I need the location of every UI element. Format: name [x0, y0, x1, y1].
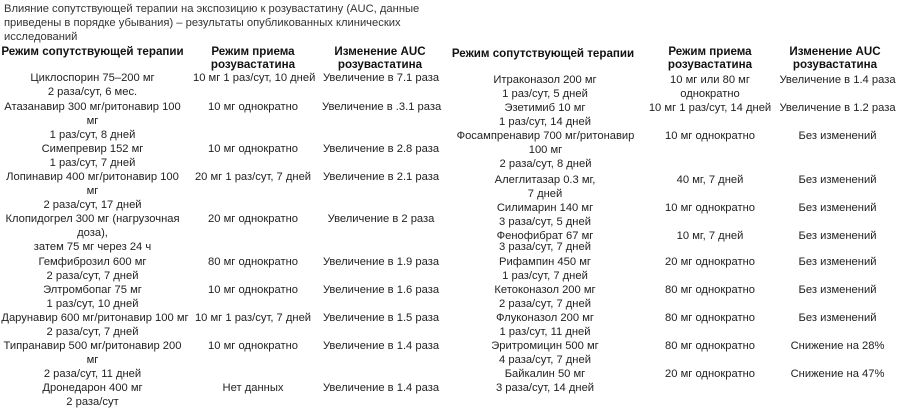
- right-cell-therapy: Алеглитазар 0.3 мг,: [494, 174, 596, 186]
- left-cell-therapy: Циклоспорин 75–200 мг: [30, 72, 155, 84]
- left-cell-auc: Увеличение в 1.9 раза: [322, 256, 440, 268]
- left-cell-auc: Увеличение в 1.6 раза: [322, 284, 440, 296]
- right-cell-therapy: Фенофибрат 67 мг: [496, 230, 594, 242]
- right-cell-therapy: Силимарин 140 мг: [496, 202, 594, 214]
- left-cell-dose: 10 мг однократно: [208, 284, 298, 296]
- right-cell-therapy: 100 мг: [528, 144, 563, 156]
- right-cell-auc: Без изменений: [798, 130, 877, 142]
- left-cell-therapy: 2 раза/сут, 7 дней: [46, 326, 139, 338]
- right-cell-therapy: Кетоконазол 200 мг: [494, 284, 596, 296]
- right-cell-auc: Без изменений: [798, 256, 877, 268]
- left-cell-therapy: 2 раза/сут, 17 дней: [43, 199, 142, 211]
- left-cell-therapy: Гемфиброзил 600 мг: [38, 256, 147, 268]
- left-cell-therapy: мг: [86, 115, 99, 127]
- right-cell-therapy: 1 раз/сут, 11 дней: [499, 326, 591, 338]
- left-cell-therapy: Лопинавир 400 мг/ритонавир 100: [6, 171, 179, 183]
- right-cell-therapy: Эритромицин 500 мг: [491, 340, 599, 352]
- left-cell-therapy: 1 раз/сут, 10 дней: [46, 298, 139, 310]
- left-cell-auc: Увеличение в .3.1 раза: [322, 101, 442, 113]
- left-cell-therapy: 2 раза/сут: [66, 396, 119, 408]
- left-header-auc: Изменение AUC розувастатина: [334, 45, 426, 71]
- right-cell-auc: Без изменений: [798, 312, 877, 324]
- left-cell-therapy: 2 раза/сут, 7 дней: [46, 270, 139, 282]
- left-cell-therapy: доза),: [77, 227, 108, 239]
- left-cell-dose: 10 мг однократно: [208, 340, 298, 352]
- left-cell-therapy: мг: [86, 354, 99, 366]
- right-cell-auc: Без изменений: [798, 230, 877, 242]
- left-cell-therapy: Атазанавир 300 мг/ритонавир 100: [4, 101, 181, 113]
- left-cell-therapy: 1 раз/сут, 8 дней: [49, 129, 136, 141]
- right-cell-therapy: 3 раза/сут, 7 дней: [499, 241, 591, 253]
- left-cell-dose: 10 мг 1 раз/сут, 7 дней: [194, 312, 312, 324]
- right-cell-dose: 10 мг 1 раз/сут, 14 дней: [648, 102, 772, 114]
- right-cell-dose: 80 мг однократно: [665, 312, 755, 324]
- left-cell-dose: Нет данных: [222, 382, 284, 394]
- right-cell-therapy: Рифампин 450 мг: [499, 256, 591, 268]
- left-cell-dose: 10 мг 1 раз/сут, 10 дней: [193, 72, 316, 84]
- left-cell-therapy: Клопидогрел 300 мг (нагрузочная: [5, 213, 180, 225]
- right-cell-auc: Без изменений: [798, 174, 877, 186]
- right-cell-therapy: 1 раз/сут, 5 дней: [502, 88, 588, 100]
- right-cell-dose: 40 мг, 7 дней: [676, 174, 744, 186]
- left-cell-therapy: затем 75 мг через 24 ч: [33, 241, 152, 253]
- left-cell-dose: 20 мг 1 раз/сут, 7 дней: [194, 171, 312, 183]
- left-cell-therapy: Типранавир 500 мг/ритонавир 200: [3, 340, 182, 352]
- right-cell-therapy: Итраконазол 200 мг: [493, 74, 597, 86]
- left-cell-therapy: 2 раза/сут, 6 мес.: [47, 86, 138, 98]
- right-header-therapy: Режим сопутствующей терапии: [451, 47, 635, 60]
- left-cell-therapy: Элтромбопаг 75 мг: [43, 284, 142, 296]
- left-cell-auc: Увеличение в 2.1 раза: [322, 171, 440, 183]
- left-cell-auc: Увеличение в 1.4 раза: [322, 382, 440, 394]
- right-cell-therapy: Эзетимиб 10 мг: [504, 102, 586, 114]
- right-cell-therapy: 1 раз/сут, 7 дней: [502, 270, 588, 282]
- left-cell-therapy: 2 раза/сут, 11 дней: [43, 368, 142, 380]
- right-header-dose: Режим приема розувастатина: [667, 45, 753, 71]
- right-cell-dose: 10 мг или 80 мг: [670, 74, 750, 86]
- left-cell-dose: 10 мг однократно: [208, 143, 298, 155]
- right-cell-therapy: Байкалин 50 мг: [504, 368, 586, 380]
- left-cell-therapy: 1 раз/сут, 7 дней: [49, 157, 136, 169]
- table-caption: Влияние сопутствующей терапии на экспозицию к розувастатину (AUC, данные приведены в порядке убывания) – результаты опубликованных клинических исследований: [4, 3, 420, 43]
- right-cell-therapy: 3 раза/сут, 14 дней: [495, 382, 595, 394]
- left-cell-auc: Увеличение в 2 раза: [327, 213, 435, 225]
- right-cell-dose: 20 мг однократно: [665, 368, 755, 380]
- right-cell-dose: 10 мг однократно: [665, 130, 755, 142]
- right-cell-auc: Снижение на 47%: [790, 368, 885, 380]
- left-cell-dose: 80 мг однократно: [208, 256, 298, 268]
- right-cell-dose: 10 мг, 7 дней: [676, 230, 744, 242]
- left-header-dose: Режим приема розувастатина: [210, 45, 296, 71]
- right-cell-auc: Увеличение в 1.4 раза: [779, 74, 896, 86]
- right-cell-therapy: 4 раза/сут, 7 дней: [499, 354, 591, 366]
- right-cell-therapy: Флуконазол 200 мг: [496, 312, 594, 324]
- left-cell-dose: 10 мг однократно: [208, 101, 298, 113]
- left-cell-auc: Увеличение в 2.8 раза: [322, 143, 440, 155]
- right-cell-therapy: 2 раза/сут, 8 дней: [499, 158, 592, 170]
- right-cell-therapy: 7 дней: [527, 188, 563, 200]
- right-cell-therapy: Фосампренавир 700 мг/ритонавир: [456, 130, 635, 142]
- right-cell-auc: Снижение на 28%: [790, 340, 885, 352]
- right-cell-dose: однократно: [680, 88, 740, 100]
- left-cell-dose: 20 мг однократно: [208, 213, 298, 225]
- right-cell-dose: 10 мг однократно: [665, 202, 755, 214]
- left-header-therapy: Режим сопутствующей терапии: [1, 45, 184, 58]
- right-cell-dose: 20 мг однократно: [665, 256, 755, 268]
- right-cell-dose: 80 мг однократно: [665, 284, 755, 296]
- right-header-auc: Изменение AUC розувастатина: [789, 45, 881, 71]
- right-cell-auc: Увеличение в 1.2 раза: [779, 102, 896, 114]
- left-cell-auc: Увеличение в 7.1 раза: [322, 72, 440, 84]
- left-cell-therapy: Дарунавир 600 мг/ритонавир 100 мг: [1, 312, 189, 324]
- left-cell-auc: Увеличение в 1.4 раза: [322, 340, 440, 352]
- right-cell-therapy: 2 раза/сут, 7 дней: [499, 298, 591, 310]
- right-cell-auc: Без изменений: [798, 202, 877, 214]
- left-cell-therapy: мг: [86, 185, 99, 197]
- left-cell-therapy: Симепревир 152 мг: [41, 143, 144, 155]
- left-cell-therapy: Дронедарон 400 мг: [42, 382, 143, 394]
- left-cell-auc: Увеличение в 1.5 раза: [322, 312, 440, 324]
- right-cell-auc: Без изменений: [798, 284, 877, 296]
- right-cell-dose: 80 мг однократно: [665, 340, 755, 352]
- right-cell-therapy: 1 раз/сут, 14 дней: [499, 116, 591, 128]
- right-cell-therapy: 3 раза/сут, 5 дней: [499, 216, 591, 228]
